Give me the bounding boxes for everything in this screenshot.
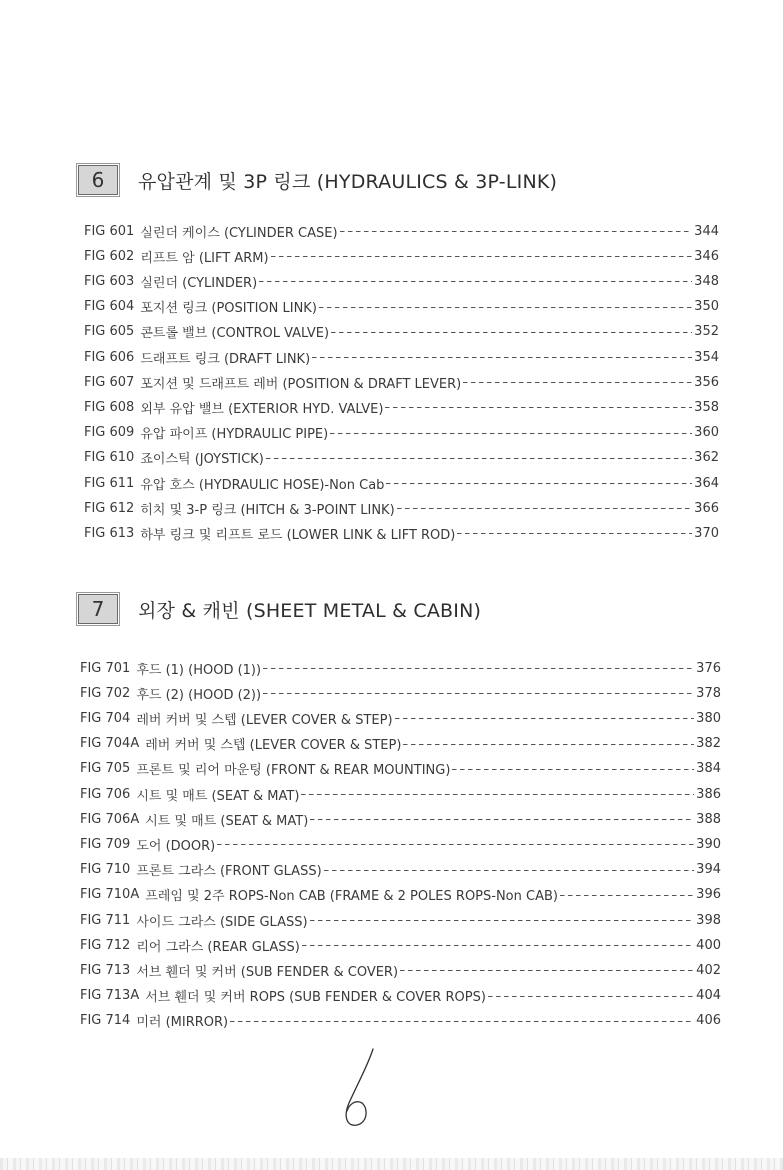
- entry-label: 하부 링크 및 리프트 로드 (LOWER LINK & LIFT ROD): [140, 527, 456, 543]
- entry-fig-number: FIG 712: [80, 937, 131, 953]
- entry-page-number: 364: [694, 475, 719, 491]
- toc-entry: [80, 658, 721, 678]
- dash-leader: [397, 508, 693, 509]
- dash-leader: [457, 533, 692, 534]
- dash-leader: [259, 281, 692, 282]
- entry-label: 프레임 및 2주 ROPS-Non CAB (FRAME & 2 POLES ROPS-Non CAB): [145, 889, 558, 905]
- toc-entry: [84, 372, 719, 392]
- entry-page-number: 362: [694, 450, 719, 466]
- entry-fig-number: FIG 602: [84, 248, 135, 264]
- entry-label: 유압 파이프 (HYDRAULIC PIPE): [140, 427, 329, 443]
- entry-label: 레버 커버 및 스텝 (LEVER COVER & STEP): [136, 712, 393, 728]
- toc-entry: [80, 683, 721, 703]
- dash-leader: [400, 970, 694, 971]
- entry-page-number: 380: [696, 710, 721, 726]
- toc-entry: [84, 473, 719, 493]
- toc-entry: [84, 297, 719, 317]
- dash-leader: [385, 407, 692, 408]
- entry-page-number: 352: [694, 324, 719, 340]
- entry-page-number: 370: [694, 525, 719, 541]
- entry-fig-number: FIG 612: [84, 500, 135, 516]
- entry-label: 외부 유압 밸브 (EXTERIOR HYD. VALVE): [140, 401, 384, 417]
- toc-entry: [84, 448, 719, 468]
- toc-entry: [80, 708, 721, 728]
- entry-page-number: 394: [696, 862, 721, 878]
- toc-entry: [84, 221, 719, 241]
- entry-page-number: 378: [696, 685, 721, 701]
- entry-fig-number: FIG 701: [80, 660, 131, 676]
- entry-label: 유압 호스 (HYDRAULIC HOSE)-Non Cab: [140, 477, 385, 493]
- entry-fig-number: FIG 713A: [80, 988, 140, 1004]
- entry-page-number: 344: [694, 223, 719, 239]
- entry-page-number: 402: [696, 962, 721, 978]
- toc-entry: [80, 960, 721, 980]
- entry-label: 히치 및 3-P 링크 (HITCH & 3-POINT LINK): [140, 502, 395, 518]
- toc-entry: [80, 809, 721, 829]
- toc-entry: [84, 271, 719, 291]
- toc-entry: [80, 734, 721, 754]
- entry-page-number: 376: [696, 660, 721, 676]
- entry-label: 시트 및 매트 (SEAT & MAT): [136, 788, 300, 804]
- entry-page-number: 360: [694, 425, 719, 441]
- entry-page-number: 386: [696, 786, 721, 802]
- entry-fig-number: FIG 601: [84, 223, 135, 239]
- dash-leader: [452, 769, 694, 770]
- toc-entry: [80, 910, 721, 930]
- entry-label: 죠이스틱 (JOYSTICK): [140, 452, 264, 468]
- handwritten-mark-icon: [335, 1045, 385, 1130]
- entry-label: 후드 (2) (HOOD (2)): [136, 687, 262, 703]
- toc-entry: [84, 246, 719, 266]
- toc-entry: [84, 498, 719, 518]
- entry-label: 실린더 (CYLINDER): [140, 275, 258, 291]
- dash-leader: [330, 433, 692, 434]
- entry-label: 후드 (1) (HOOD (1)): [136, 662, 262, 678]
- toc-entry: [80, 759, 721, 779]
- toc-entry: [80, 860, 721, 880]
- toc-entry: [80, 1011, 721, 1031]
- dash-leader: [386, 483, 692, 484]
- entry-fig-number: FIG 609: [84, 425, 135, 441]
- entry-fig-number: FIG 710A: [80, 887, 140, 903]
- entry-label: 사이드 그라스 (SIDE GLASS): [136, 914, 308, 930]
- entry-label: 포지션 및 드래프트 레버 (POSITION & DRAFT LEVER): [140, 376, 462, 392]
- scan-artifact: [0, 1158, 783, 1170]
- entry-page-number: 346: [694, 248, 719, 264]
- section-number-box: 7: [78, 594, 118, 624]
- entry-label: 리프트 암 (LIFT ARM): [140, 250, 269, 266]
- dash-leader: [312, 357, 692, 358]
- entry-page-number: 404: [696, 988, 721, 1004]
- entry-fig-number: FIG 604: [84, 299, 135, 315]
- toc-entry: [80, 935, 721, 955]
- entry-label: 레버 커버 및 스텝 (LEVER COVER & STEP): [145, 738, 402, 754]
- dash-leader: [395, 718, 695, 719]
- toc-entry: [80, 834, 721, 854]
- entry-fig-number: FIG 714: [80, 1013, 131, 1029]
- dash-leader: [271, 256, 693, 257]
- toc-entry: [80, 885, 721, 905]
- dash-leader: [263, 693, 694, 694]
- entry-page-number: 382: [696, 736, 721, 752]
- entry-label: 서브 휀더 및 커버 ROPS (SUB FENDER & COVER ROPS): [145, 990, 486, 1006]
- entry-fig-number: FIG 610: [84, 450, 135, 466]
- entry-page-number: 356: [694, 374, 719, 390]
- entry-page-number: 358: [694, 399, 719, 415]
- entry-fig-number: FIG 613: [84, 525, 135, 541]
- dash-leader: [319, 307, 692, 308]
- toc-entry: [84, 347, 719, 367]
- entry-page-number: 398: [696, 912, 721, 928]
- entry-fig-number: FIG 706A: [80, 811, 140, 827]
- entry-fig-number: FIG 607: [84, 374, 135, 390]
- dash-leader: [266, 458, 692, 459]
- entry-fig-number: FIG 603: [84, 273, 135, 289]
- entry-page-number: 366: [694, 500, 719, 516]
- toc-entry: [84, 397, 719, 417]
- entry-label: 프론트 및 리어 마운팅 (FRONT & REAR MOUNTING): [136, 763, 451, 779]
- entry-fig-number: FIG 611: [84, 475, 135, 491]
- section-title: 외장 & 캐빈 (SHEET METAL & CABIN): [138, 599, 482, 622]
- toc-entry: [84, 523, 719, 543]
- entry-fig-number: FIG 704A: [80, 736, 140, 752]
- entry-label: 드래프트 링크 (DRAFT LINK): [140, 351, 311, 367]
- dash-leader: [263, 668, 694, 669]
- entry-fig-number: FIG 606: [84, 349, 135, 365]
- entry-page-number: 348: [694, 273, 719, 289]
- entry-label: 서브 휀더 및 커버 (SUB FENDER & COVER): [136, 964, 399, 980]
- entry-page-number: 350: [694, 299, 719, 315]
- dash-leader: [310, 920, 695, 921]
- entry-fig-number: FIG 713: [80, 962, 131, 978]
- entry-label: 시트 및 매트 (SEAT & MAT): [145, 813, 309, 829]
- entry-fig-number: FIG 605: [84, 324, 135, 340]
- dash-leader: [230, 1021, 694, 1022]
- toc-entry: [84, 423, 719, 443]
- entry-page-number: 400: [696, 937, 721, 953]
- dash-leader: [301, 794, 694, 795]
- toc-entry: [84, 322, 719, 342]
- entry-label: 리어 그라스 (REAR GLASS): [136, 939, 300, 955]
- section-number-box: 6: [78, 165, 118, 195]
- toc-entry: [80, 784, 721, 804]
- entry-page-number: 388: [696, 811, 721, 827]
- entry-fig-number: FIG 711: [80, 912, 131, 928]
- dash-leader: [488, 996, 694, 997]
- dash-leader: [403, 744, 694, 745]
- entry-label: 프론트 그라스 (FRONT GLASS): [136, 864, 322, 880]
- entry-fig-number: FIG 706: [80, 786, 131, 802]
- entry-fig-number: FIG 710: [80, 862, 131, 878]
- dash-leader: [331, 332, 692, 333]
- entry-label: 실린더 케이스 (CYLINDER CASE): [140, 225, 338, 241]
- section-header: [78, 592, 481, 626]
- dash-leader: [463, 382, 692, 383]
- entry-fig-number: FIG 608: [84, 399, 135, 415]
- entry-fig-number: FIG 704: [80, 710, 131, 726]
- entry-page-number: 406: [696, 1013, 721, 1029]
- entry-page-number: 396: [696, 887, 721, 903]
- dash-leader: [560, 895, 694, 896]
- entry-fig-number: FIG 709: [80, 836, 131, 852]
- entry-page-number: 384: [696, 761, 721, 777]
- entry-page-number: 354: [694, 349, 719, 365]
- entry-label: 도어 (DOOR): [136, 838, 216, 854]
- dash-leader: [217, 844, 694, 845]
- entry-fig-number: FIG 702: [80, 685, 131, 701]
- entry-fig-number: FIG 705: [80, 761, 131, 777]
- dash-leader: [310, 819, 694, 820]
- dash-leader: [302, 945, 694, 946]
- entry-label: 콘트롤 밸브 (CONTROL VALVE): [140, 326, 330, 342]
- entry-label: 포지션 링크 (POSITION LINK): [140, 301, 317, 317]
- section-title: 유압관계 및 3P 링크 (HYDRAULICS & 3P-LINK): [138, 170, 558, 193]
- entry-page-number: 390: [696, 836, 721, 852]
- dash-leader: [324, 870, 695, 871]
- section-header: [78, 163, 557, 197]
- dash-leader: [340, 231, 693, 232]
- entry-label: 미러 (MIRROR): [136, 1015, 229, 1031]
- toc-entry: [80, 986, 721, 1006]
